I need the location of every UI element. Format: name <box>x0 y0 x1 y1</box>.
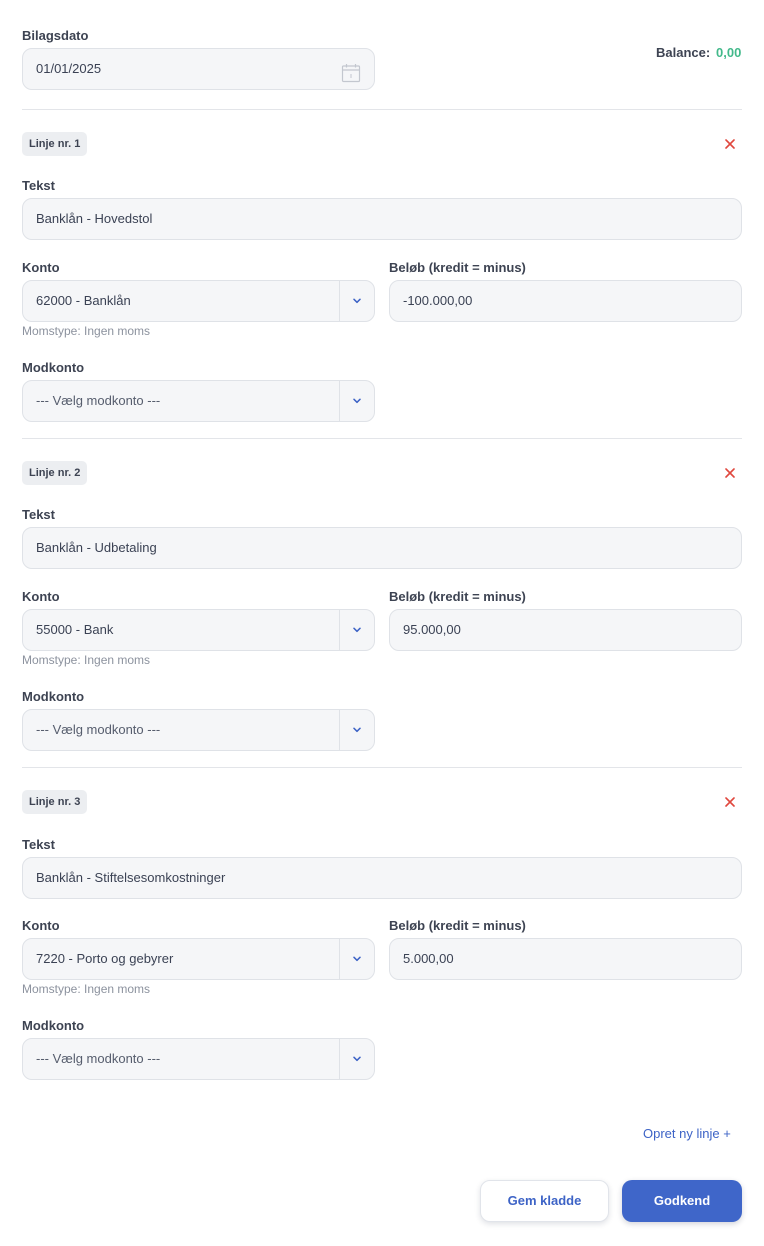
approve-button[interactable]: Godkend <box>622 1180 742 1222</box>
remove-line-button[interactable] <box>722 136 738 152</box>
amount-label: Beløb (kredit = minus) <box>389 589 526 604</box>
account-label: Konto <box>22 918 60 933</box>
line-number-badge: Linje nr. 1 <box>22 132 87 156</box>
balance-label: Balance: <box>656 45 711 60</box>
remove-line-button[interactable] <box>722 794 738 810</box>
account-value: 55000 - Bank <box>36 622 114 637</box>
balance-value: 0,00 <box>716 45 742 60</box>
close-icon <box>725 139 735 149</box>
divider <box>22 767 742 768</box>
text-label: Tekst <box>22 837 55 852</box>
counter-account-label: Modkonto <box>22 360 85 375</box>
amount-input[interactable] <box>389 609 742 651</box>
remove-line-button[interactable] <box>722 465 738 481</box>
account-value: 62000 - Banklån <box>36 293 131 308</box>
close-icon <box>725 797 735 807</box>
amount-label: Beløb (kredit = minus) <box>389 918 526 933</box>
amount-value: 5.000,00 <box>403 951 454 966</box>
amount-value: -100.000,00 <box>403 293 473 308</box>
text-input[interactable] <box>22 198 742 240</box>
add-line-link[interactable]: Opret ny linje + <box>643 1126 731 1141</box>
amount-input[interactable] <box>389 938 742 980</box>
counter-account-value: --- Vælg modkonto --- <box>36 393 161 408</box>
amount-input[interactable] <box>389 280 742 322</box>
close-icon <box>725 468 735 478</box>
divider <box>22 438 742 439</box>
date-label: Bilagsdato <box>22 28 89 43</box>
counter-account-value: --- Vælg modkonto --- <box>36 722 161 737</box>
counter-account-select[interactable] <box>22 709 375 751</box>
text-input[interactable] <box>22 527 742 569</box>
date-input[interactable] <box>22 48 375 90</box>
counter-account-label: Modkonto <box>22 1018 85 1033</box>
text-label: Tekst <box>22 507 55 522</box>
calendar-icon[interactable] <box>341 59 361 79</box>
chevron-down-icon[interactable] <box>340 610 374 650</box>
chevron-down-icon[interactable] <box>340 1039 374 1079</box>
account-label: Konto <box>22 260 60 275</box>
amount-value: 95.000,00 <box>403 622 461 637</box>
divider <box>22 109 742 110</box>
account-label: Konto <box>22 589 60 604</box>
text-input[interactable] <box>22 857 742 899</box>
date-value: 01/01/2025 <box>36 61 102 76</box>
chevron-down-icon[interactable] <box>340 381 374 421</box>
vat-type-hint: Momstype: Ingen moms <box>22 653 151 667</box>
vat-type-hint: Momstype: Ingen moms <box>22 324 151 338</box>
chevron-down-icon[interactable] <box>340 710 374 750</box>
account-value: 7220 - Porto og gebyrer <box>36 951 174 966</box>
line-number-badge: Linje nr. 2 <box>22 461 87 485</box>
account-select[interactable] <box>22 609 375 651</box>
counter-account-select[interactable] <box>22 380 375 422</box>
text-value: Banklån - Hovedstol <box>36 211 153 226</box>
text-label: Tekst <box>22 178 55 193</box>
chevron-down-icon[interactable] <box>340 281 374 321</box>
text-value: Banklån - Stiftelsesomkostninger <box>36 870 226 885</box>
line-number-badge: Linje nr. 3 <box>22 790 87 814</box>
text-value: Banklån - Udbetaling <box>36 540 157 555</box>
counter-account-label: Modkonto <box>22 689 85 704</box>
vat-type-hint: Momstype: Ingen moms <box>22 982 151 996</box>
counter-account-select[interactable] <box>22 1038 375 1080</box>
account-select[interactable] <box>22 280 375 322</box>
save-draft-button[interactable]: Gem kladde <box>480 1180 609 1222</box>
chevron-down-icon[interactable] <box>340 939 374 979</box>
amount-label: Beløb (kredit = minus) <box>389 260 526 275</box>
counter-account-value: --- Vælg modkonto --- <box>36 1051 161 1066</box>
account-select[interactable] <box>22 938 375 980</box>
